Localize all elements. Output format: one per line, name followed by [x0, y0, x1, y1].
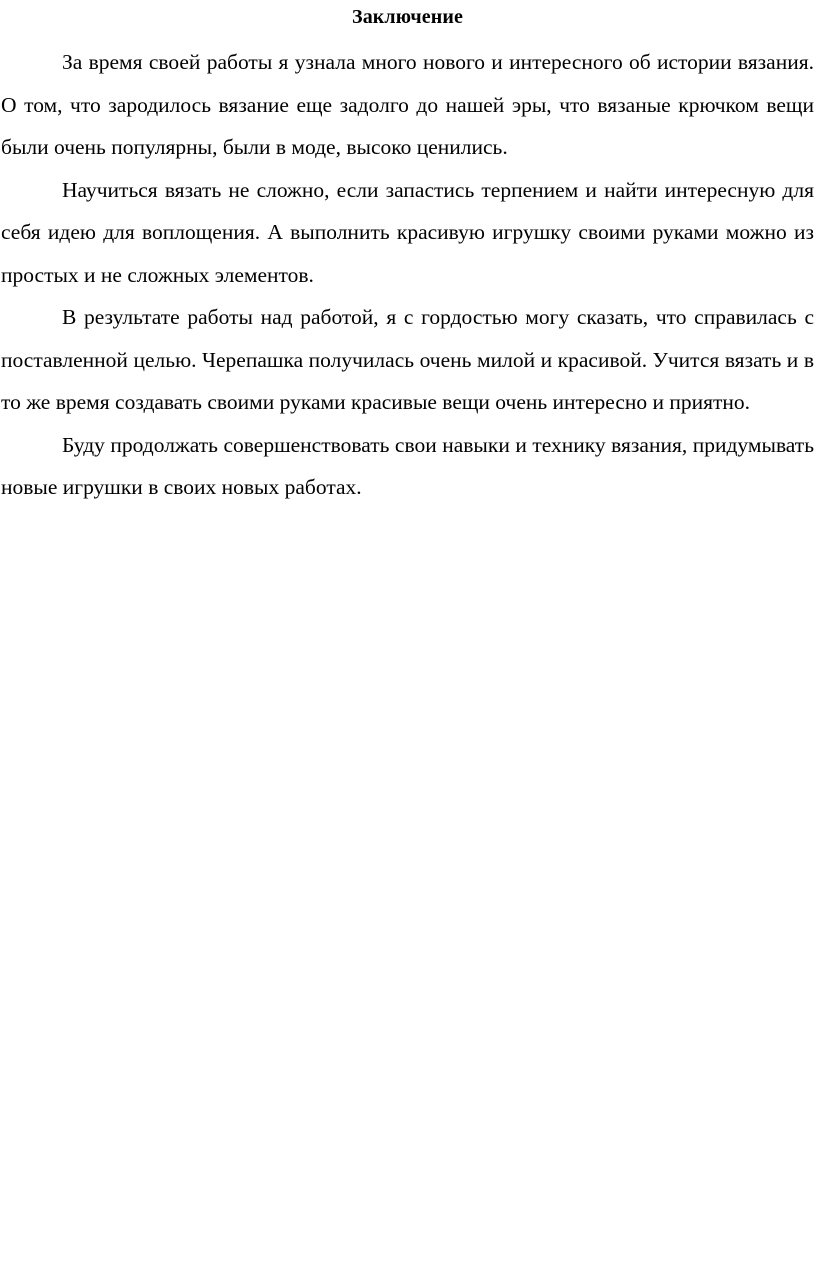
- paragraph-result: В результате работы над работой, я с гордостью могу сказать, что справилась с поставленной целью. Черепашка получилась очень милой и красивой. Учится вязать и в то же время создавать своими руками красивые вещи очень интересно и приятно.: [1, 305, 814, 414]
- paragraph-learning: Научиться вязать не сложно, если запастись терпением и найти интересную для себя идею для воплощения. А выполнить красивую игрушку своими руками можно из простых и не сложных элементов.: [1, 177, 814, 287]
- paragraph-history: За время своей работы я узнала много нового и интересного об истории вязания. О том, что зародилось вязание еще задолго до нашей эры, что вязаные крючком вещи были очень популярны, были в моде, высоко ценились.: [1, 50, 814, 159]
- page-title: Заключение: [352, 6, 463, 28]
- paragraph-future: Буду продолжать совершенствовать свои навыки и технику вязания, придумывать новые игрушки в своих новых работах.: [1, 432, 814, 499]
